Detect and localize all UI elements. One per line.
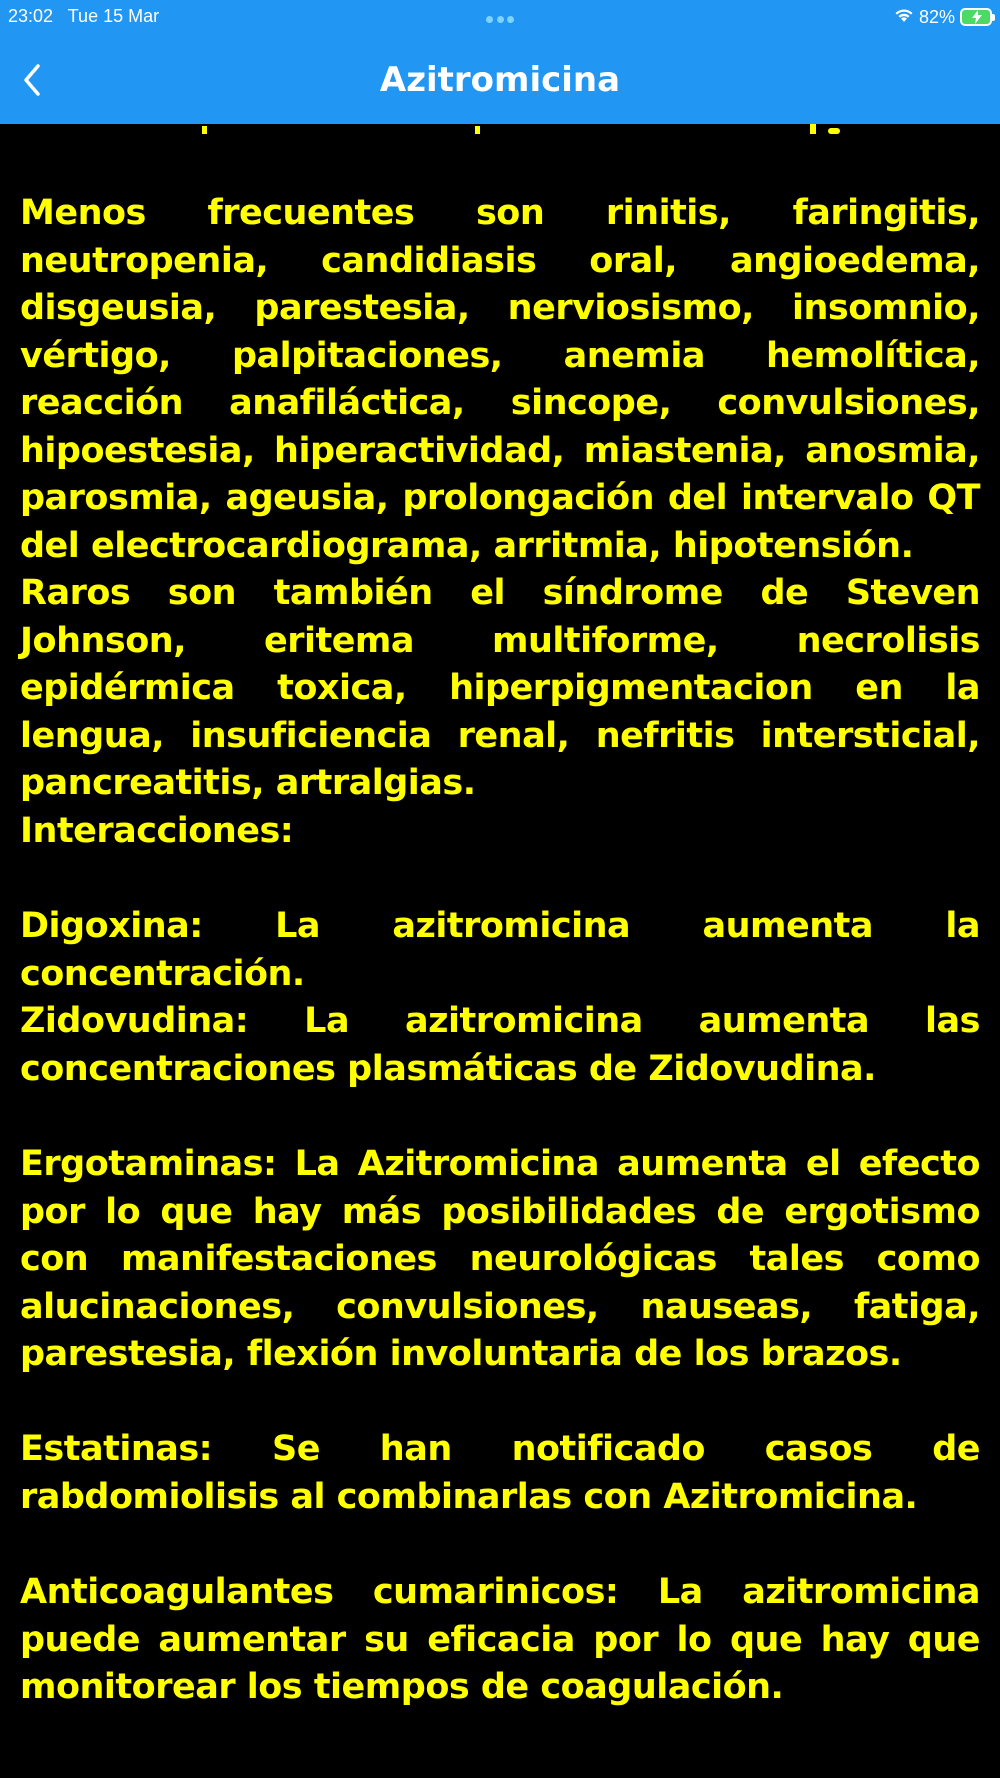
status-indicators [894, 5, 992, 29]
monograph-content[interactable] [0, 124, 1000, 1778]
interaction-zidovudina: Zidovudina: La azitromicina aumenta las concentraciones plasmáticas de Zidovudina. [20, 1001, 980, 1089]
navigation-bar [0, 44, 1000, 116]
section-heading-interactions: Interacciones: [20, 811, 294, 851]
interaction-digoxina: Digoxina: La azitromicina aumenta la concentración. [20, 906, 980, 994]
battery-percentage: 82% [918, 6, 955, 27]
interaction-ergotaminas: Ergotaminas: La Azitromicina aumenta el efecto por lo que hay más posibilidades de ergotismo con manifestaciones neurológicas tales como alucinaciones, convulsiones, nauseas, fatiga, parestesia, flexión involuntaria de los brazos. [20, 1144, 980, 1374]
page-title: Azitromicina [379, 60, 621, 100]
status-bar [0, 0, 1000, 34]
multitasking-dots-icon[interactable] [486, 16, 514, 24]
side-effects-less-frequent: Menos frecuentes son rinitis, faringitis, neutropenia, candidiasis oral, angioedema, disgeusia, parestesia, nerviosismo, insomnio, vértigo, palpitaciones, anemia hemolítica, reacción anafiláctica, sincope, convulsiones, hipoestesia, hiperactividad, miastenia, anosmia, parosmia, ageusia, prolongación del intervalo QT del electrocardiograma, arritmia, hipotensión. [20, 193, 980, 566]
app-header [0, 0, 1000, 124]
status-date: Tue 15 Mar [67, 6, 160, 26]
interaction-anticoagulantes: Anticoagulantes cumarinicos: La azitromicina puede aumentar su eficacia por lo que hay que monitorear los tiempos de coagulación. [20, 1572, 980, 1707]
clipped-previous-line [20, 124, 980, 134]
wifi-icon [894, 7, 914, 28]
status-time [8, 6, 159, 27]
status-clock: 23:02 [8, 6, 54, 26]
side-effects-rare: Raros son también el síndrome de Steven Johnson, eritema multiforme, necrolisis epidérmica toxica, hiperpigmentacion en la lengua, insuficiencia renal, nefritis intersticial, pancreatitis, artralgias. [20, 573, 980, 803]
battery-charging-icon [960, 8, 992, 26]
interaction-estatinas: Estatinas: Se han notificado casos de rabdomiolisis al combinarlas con Azitromicina. [20, 1429, 980, 1517]
